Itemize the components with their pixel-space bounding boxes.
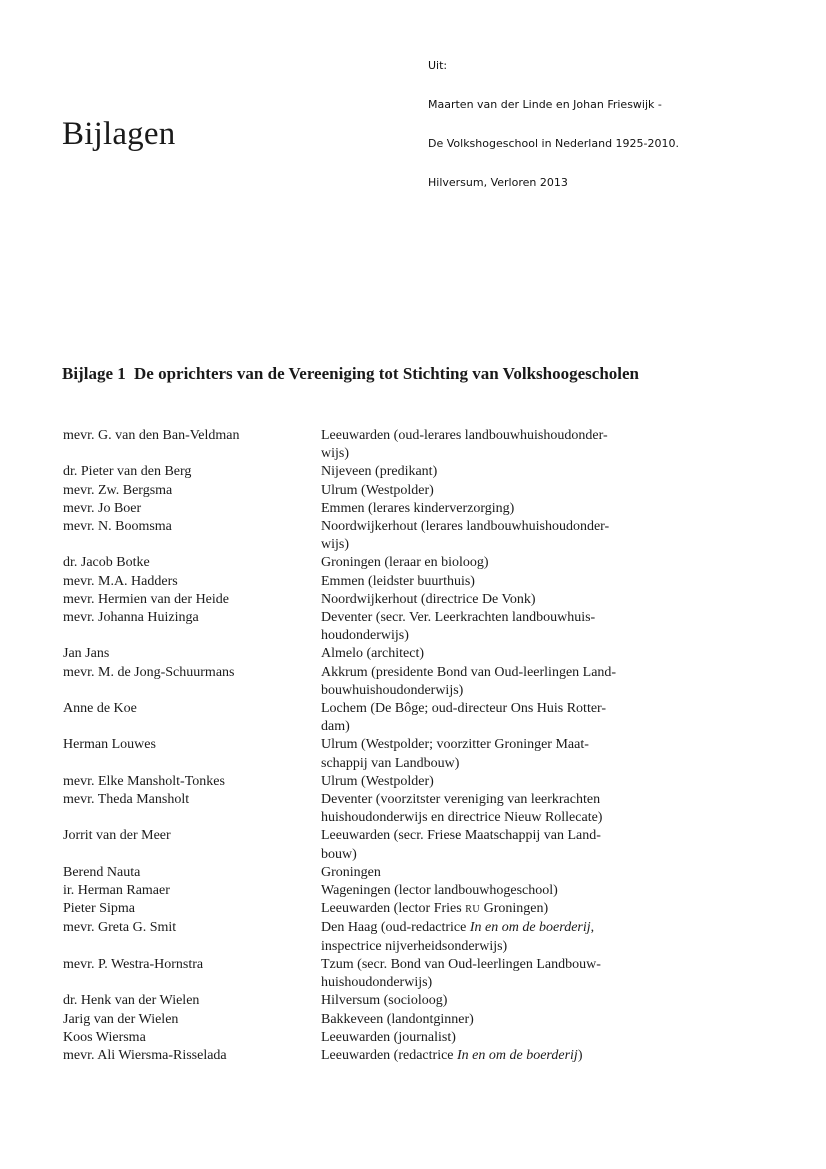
source-line: Maarten van der Linde en Johan Frieswijk - [428, 98, 662, 111]
founder-info [321, 956, 657, 992]
founder-row [63, 609, 663, 645]
founder-info [321, 827, 657, 863]
founder-info-line: huishoudonderwijs) [321, 975, 433, 991]
founder-name: mevr. M.A. Hadders [63, 573, 178, 589]
founder-info [321, 791, 657, 827]
founder-info [321, 736, 657, 772]
founders-list [63, 427, 663, 1065]
founder-row [63, 864, 663, 882]
founder-info [321, 1047, 657, 1065]
founder-info-line: bouwhuishoudonderwijs) [321, 682, 464, 698]
source-citation [428, 33, 679, 202]
founder-row [63, 773, 663, 791]
source-line: De Volkshogeschool in Nederland 1925-2010. [428, 137, 680, 150]
founder-info-line: Nijeveen (predikant) [321, 464, 438, 480]
founder-info [321, 700, 657, 736]
founder-name: dr. Jacob Botke [63, 555, 150, 571]
founder-info [321, 500, 657, 518]
section-number: Bijlage 1 [62, 364, 126, 383]
founder-info [321, 992, 657, 1010]
founder-row [63, 518, 663, 554]
founder-info-line: Groningen (leraar en bioloog) [321, 555, 489, 571]
founder-name: Jorrit van der Meer [63, 828, 171, 844]
founder-name: mevr. Jo Boer [63, 500, 142, 516]
founder-name: Anne de Koe [63, 701, 137, 717]
founder-row [63, 900, 663, 919]
founder-info [321, 645, 657, 663]
founder-info-line: Groningen [321, 864, 381, 880]
founder-info [321, 773, 657, 791]
founder-info [321, 900, 657, 919]
founder-info-line: Lochem (De Bôge; oud-directeur Ons Huis Rotter- [321, 701, 607, 717]
founder-info-line: Wageningen (lector landbouwhogeschool) [321, 883, 558, 899]
founder-row [63, 956, 663, 992]
founder-name: mevr. G. van den Ban-Veldman [63, 428, 240, 443]
founder-name: Jarig van der Wielen [63, 1011, 179, 1027]
founder-row [63, 736, 663, 772]
founder-name: dr. Pieter van den Berg [63, 464, 192, 480]
founder-row [63, 463, 663, 481]
founder-info [321, 919, 657, 955]
section-title: De oprichters van de Vereeniging tot Stichting van Volkshoogescholen [134, 364, 640, 383]
founder-name: Herman Louwes [63, 737, 156, 753]
founder-info [321, 882, 657, 900]
founder-row [63, 882, 663, 900]
founder-name: mevr. P. Westra-Hornstra [63, 956, 204, 972]
founder-info-line: Bakkeveen (landontginner) [321, 1011, 474, 1027]
founder-row [63, 992, 663, 1010]
founder-info [321, 1029, 657, 1047]
founder-row [63, 700, 663, 736]
founder-info-line: Akkrum (presidente Bond van Oud-leerlingen Land- [321, 664, 617, 680]
founder-info-line: Den Haag (oud-redactrice In en om de boerderij, [321, 920, 595, 936]
founder-row [63, 664, 663, 700]
founder-info [321, 554, 657, 572]
founder-row [63, 482, 663, 500]
founder-name: Jan Jans [63, 646, 110, 662]
founder-info-line: huishoudonderwijs en directrice Nieuw Rollecate) [321, 810, 603, 826]
founder-row [63, 591, 663, 609]
founder-info-line: dam) [321, 719, 350, 735]
founder-row [63, 919, 663, 955]
founder-name: mevr. M. de Jong-Schuurmans [63, 664, 235, 680]
founder-row [63, 573, 663, 591]
founder-info-line: wijs) [321, 446, 349, 462]
page-title: Bijlagen [62, 116, 176, 152]
founder-row [63, 827, 663, 863]
founder-info-line: Noordwijkerhout (directrice De Vonk) [321, 591, 536, 607]
founder-info [321, 591, 657, 609]
founder-info [321, 463, 657, 481]
founder-name: mevr. Zw. Bergsma [63, 482, 173, 498]
founder-row [63, 791, 663, 827]
founder-info-line: Leeuwarden (lector Fries RU Groningen) [321, 901, 549, 917]
founder-name: mevr. Elke Mansholt-Tonkes [63, 773, 225, 789]
founder-name: mevr. Johanna Huizinga [63, 610, 199, 626]
founder-info-line: wijs) [321, 537, 349, 553]
founder-info-line: Emmen (lerares kinderverzorging) [321, 500, 515, 516]
founder-info [321, 864, 657, 882]
founder-info-line: Deventer (secr. Ver. Leerkrachten landbouwhuis- [321, 610, 596, 626]
founder-info-line: schappij van Landbouw) [321, 755, 460, 771]
founder-row [63, 500, 663, 518]
founder-info-line: Tzum (secr. Bond van Oud-leerlingen Landbouw- [321, 956, 601, 972]
founder-row [63, 427, 663, 463]
founder-info-line: Leeuwarden (secr. Friese Maatschappij van Land- [321, 828, 601, 844]
founder-info-line: Leeuwarden (redactrice In en om de boerderij) [321, 1047, 583, 1063]
founder-info [321, 427, 657, 463]
founder-name: Pieter Sipma [63, 901, 135, 917]
founder-info-line: Hilversum (socioloog) [321, 993, 448, 1009]
founder-info [321, 573, 657, 591]
founder-info [321, 518, 657, 554]
founder-info-line: Leeuwarden (oud-lerares landbouwhuishoudonder- [321, 428, 608, 443]
founder-info-line: Ulrum (Westpolder) [321, 773, 434, 789]
founder-info-line: Leeuwarden (journalist) [321, 1029, 456, 1045]
founder-name: mevr. Ali Wiersma-Risselada [63, 1047, 227, 1063]
founder-info-line: Ulrum (Westpolder; voorzitter Groninger Maat- [321, 737, 589, 753]
founder-name: mevr. Theda Mansholt [63, 792, 190, 808]
founder-info-line: Ulrum (Westpolder) [321, 482, 434, 498]
founder-row [63, 1011, 663, 1029]
founder-info [321, 1011, 657, 1029]
founder-name: Berend Nauta [63, 864, 141, 880]
founder-row [63, 645, 663, 663]
founder-info-line: Emmen (leidster buurthuis) [321, 573, 475, 589]
source-line: Hilversum, Verloren 2013 [428, 176, 568, 189]
founder-name: mevr. Hermien van der Heide [63, 591, 229, 607]
founder-info-line: bouw) [321, 846, 357, 862]
section-heading [62, 363, 662, 385]
founder-row [63, 1029, 663, 1047]
founder-name: mevr. N. Boomsma [63, 519, 172, 535]
founder-info [321, 664, 657, 700]
founder-name: mevr. Greta G. Smit [63, 920, 177, 936]
founder-info-line: houdonderwijs) [321, 628, 409, 644]
founder-row [63, 1047, 663, 1065]
founder-info-line: Deventer (voorzitster vereniging van leerkrachten [321, 792, 601, 808]
founder-row [63, 554, 663, 572]
founder-name: Koos Wiersma [63, 1029, 146, 1045]
source-line: Uit: [428, 59, 448, 72]
founder-info [321, 609, 657, 645]
founder-info [321, 482, 657, 500]
founder-info-line: Noordwijkerhout (lerares landbouwhuishoudonder- [321, 519, 610, 535]
founder-name: dr. Henk van der Wielen [63, 993, 200, 1009]
founder-name: ir. Herman Ramaer [63, 883, 170, 899]
founder-info-line: inspectrice nijverheidsonderwijs) [321, 938, 508, 954]
founder-info-line: Almelo (architect) [321, 646, 425, 662]
